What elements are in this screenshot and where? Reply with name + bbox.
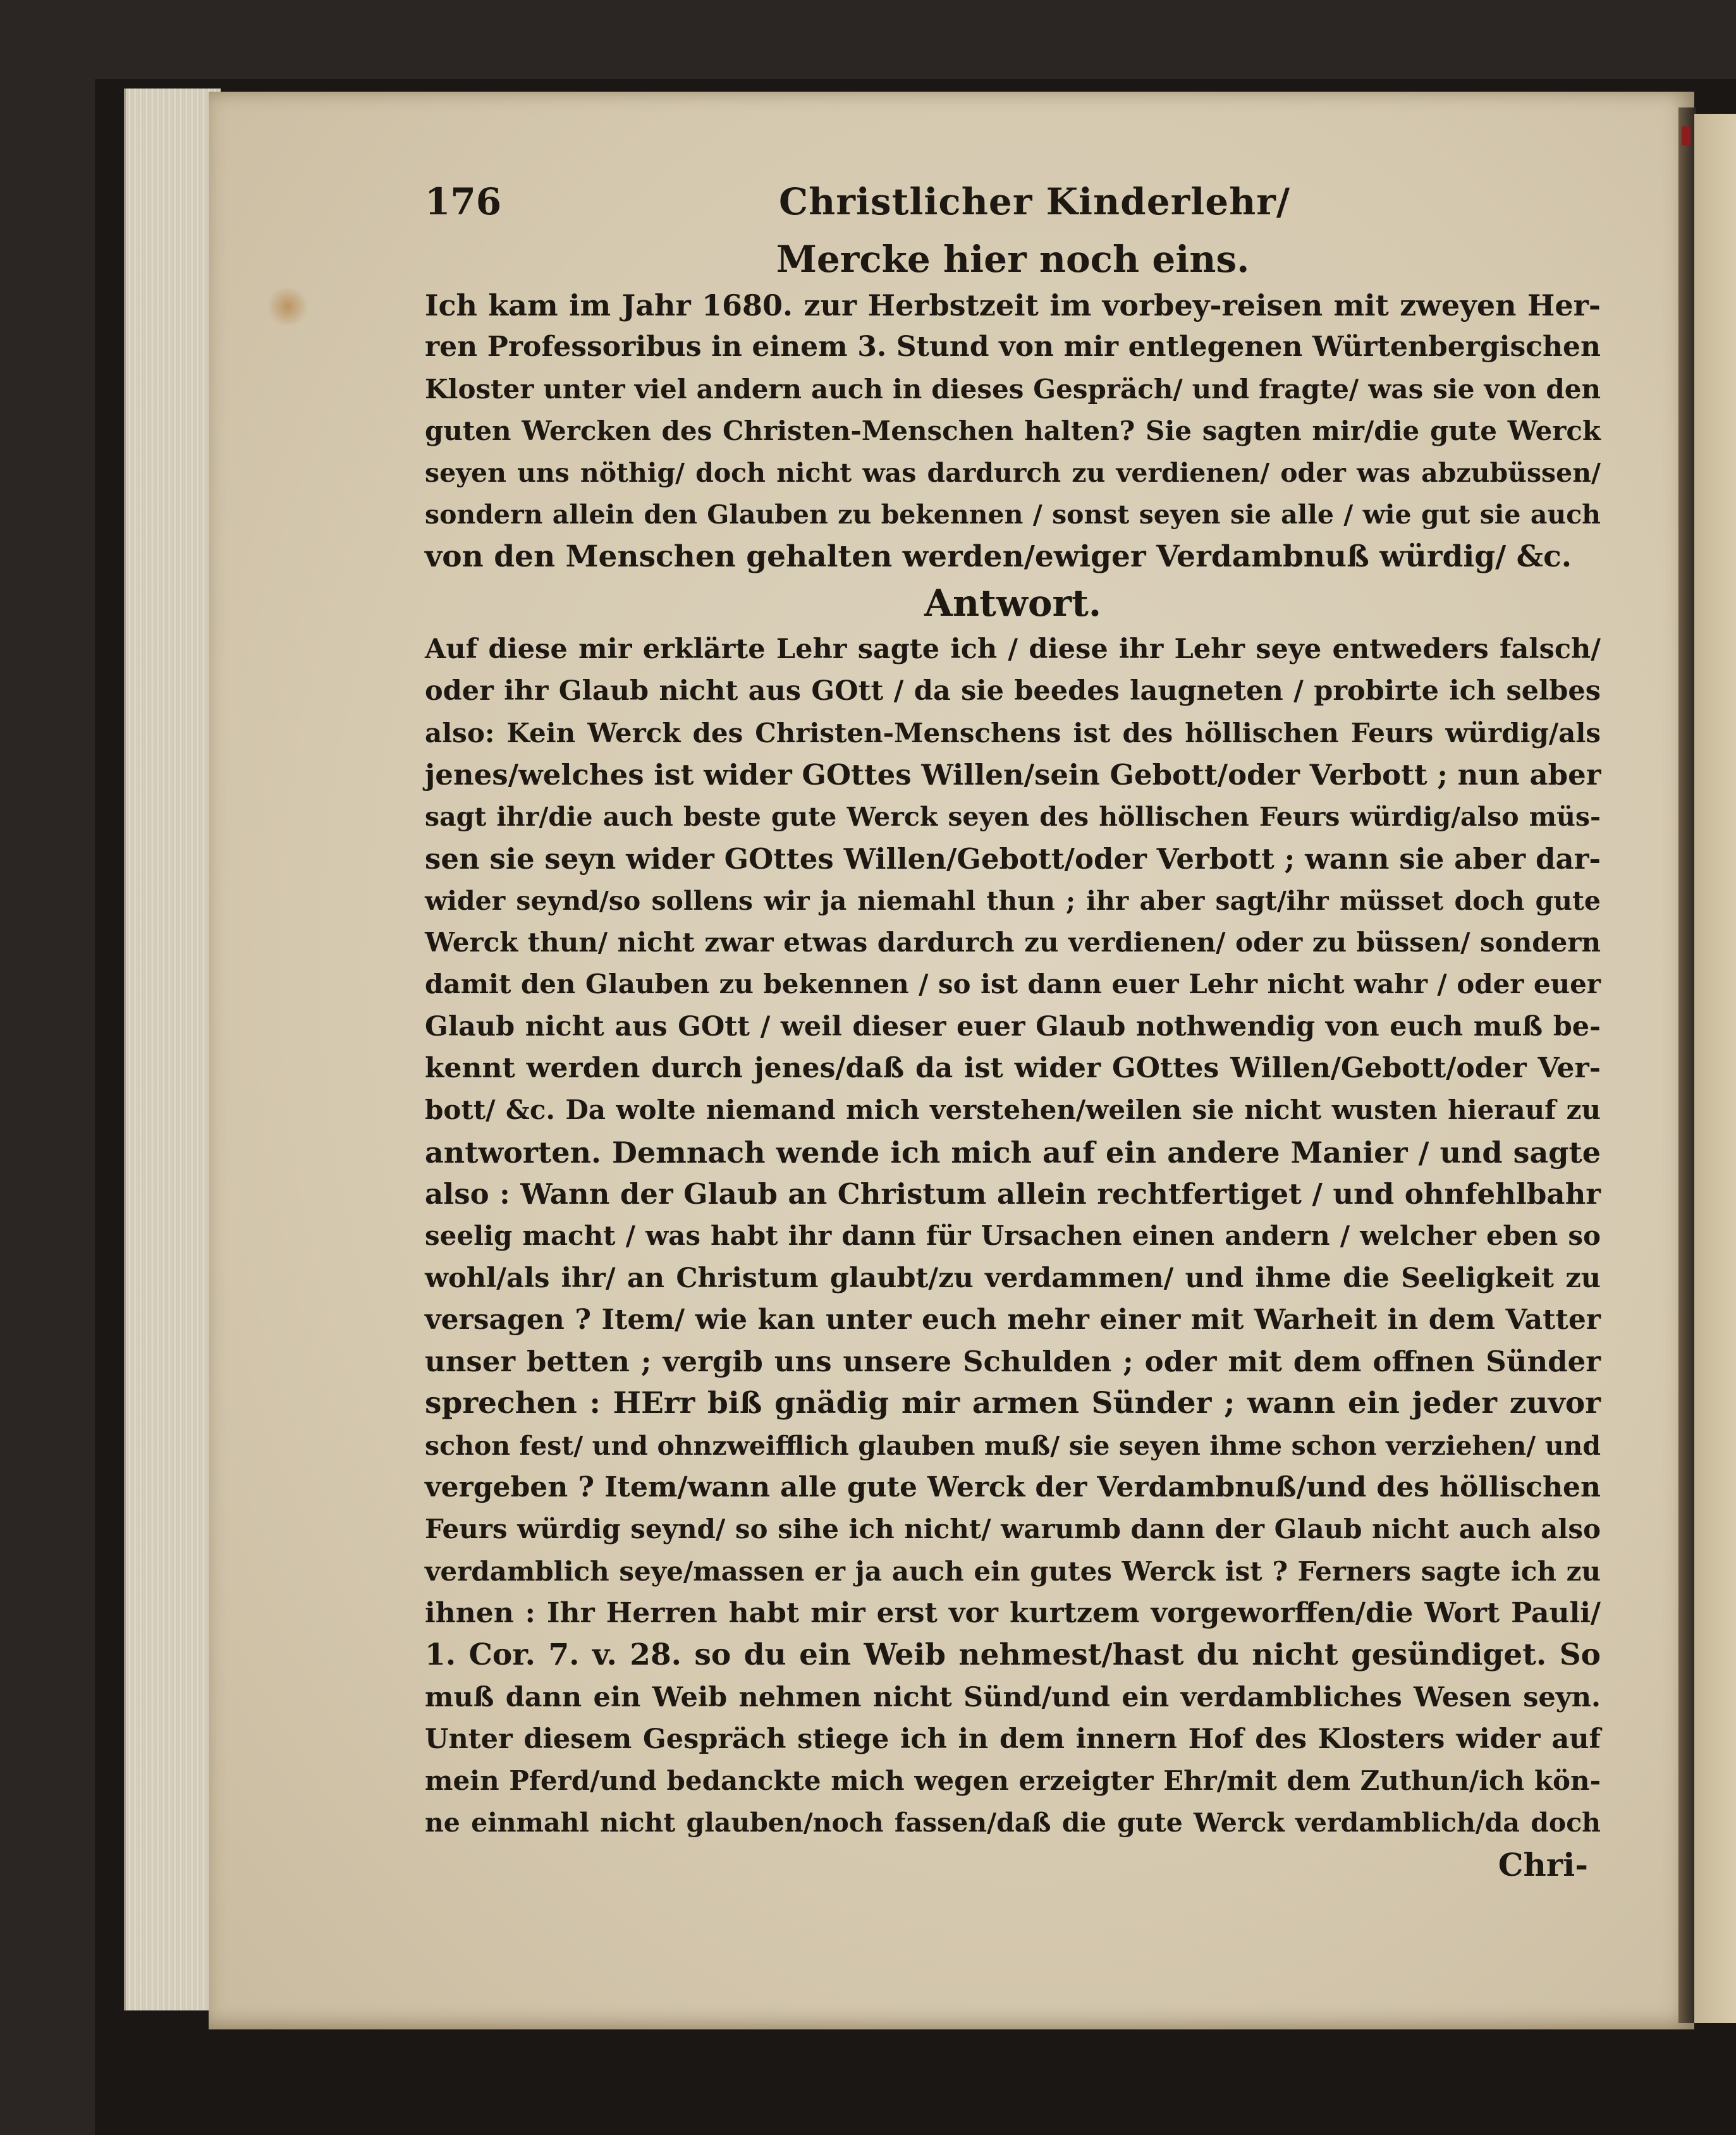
text-line: Auf diese mir erklärte Lehr sagte ich / diese ihr Lehr seye entweders falsch/ — [425, 633, 1601, 666]
text-block — [425, 168, 1601, 1886]
text-line: damit den Glauben zu bekennen / so ist dann euer Lehr nicht wahr / oder euer — [425, 969, 1601, 1000]
text-line: unser betten ; vergib uns unsere Schulden ; oder mit dem offnen Sünder — [425, 1345, 1601, 1379]
section-heading-2: Antwort. — [924, 582, 1102, 625]
text-line: jenes/welches ist wider GOttes Willen/sein Gebott/oder Verbott ; nun aber — [425, 757, 1601, 792]
text-line: 1. Cor. 7. v. 28. so du ein Weib nehmest/hast du nicht gesündiget. So — [425, 1637, 1601, 1673]
page-stain — [266, 288, 310, 326]
text-line: von den Menschen gehalten werden/ewiger Verdambnuß würdig/ &c. — [425, 539, 1572, 574]
text-line: kennt werden durch jenes/daß da ist wider GOttes Willen/Gebott/oder Ver- — [425, 1052, 1601, 1085]
text-line: Unter diesem Gespräch stiege ich in dem innern Hof des Klosters wider auf — [425, 1723, 1601, 1755]
text-line: Glaub nicht aus GOtt / weil dieser euer Glaub nothwendig von euch muß be- — [425, 1010, 1601, 1043]
text-line: wider seynd/so sollens wir ja niemahl thun ; ihr aber sagt/ihr müsset doch gute — [425, 885, 1601, 916]
text-line: sprechen : HErr biß gnädig mir armen Sünder ; wann ein jeder zuvor — [425, 1386, 1601, 1421]
text-line: ne einmahl nicht glauben/noch fassen/daß die gute Werck verdamblich/da doch — [425, 1808, 1601, 1838]
section-2-body — [425, 628, 1601, 1844]
text-line: ihnen : Ihr Herren habt mir erst vor kurtzem vorgeworffen/die Wort Pauli/ — [425, 1596, 1601, 1629]
text-line: oder ihr Glaub nicht aus GOtt / da sie beedes laugneten / probirte ich selbes — [425, 675, 1601, 707]
text-line: Werck thun/ nicht zwar etwas dardurch zu verdienen/ oder zu büssen/ sondern — [425, 927, 1601, 958]
text-line: Feurs würdig seynd/ so sihe ich nicht/ warumb dann der Glaub nicht auch also — [425, 1514, 1601, 1545]
text-line: Kloster unter viel andern auch in dieses Gespräch/ und fragte/ was sie von den — [425, 373, 1601, 405]
section-1-body — [425, 284, 1601, 578]
text-line: vergeben ? Item/wann alle gute Werck der Verdambnuß/und des höllischen — [425, 1471, 1601, 1504]
text-line: mein Pferd/und bedanckte mich wegen erzeigter Ehr/mit dem Zuthun/ich kön- — [425, 1765, 1601, 1797]
text-line: antworten. Demnach wende ich mich auf ein andere Manier / und sagte — [425, 1135, 1601, 1170]
text-line: also: Kein Werck des Christen-Menschens ist des höllischen Feurs würdig/als — [425, 717, 1601, 749]
page-edges — [124, 89, 221, 2010]
text-line: verdamblich seye/massen er ja auch ein gutes Werck ist ? Ferners sagte ich zu — [425, 1555, 1601, 1587]
catchword: Chri- — [1498, 1845, 1588, 1883]
text-line: guten Wercken des Christen-Menschen halten? Sie sagten mir/die gute Werck — [425, 415, 1601, 446]
text-line: sagt ihr/die auch beste gute Werck seyen des höllischen Feurs würdig/also müs- — [425, 802, 1601, 833]
book-gutter — [1678, 107, 1696, 2023]
text-line: sen sie seyn wider GOttes Willen/Gebott/oder Verbott ; wann sie aber dar- — [425, 841, 1601, 876]
section-heading-1: Mercke hier noch eins. — [776, 238, 1250, 281]
page-header — [425, 168, 1601, 234]
text-line: wohl/als ihr/ an Christum glaubt/zu verdammen/ und ihme die Seeligkeit zu — [425, 1262, 1601, 1294]
running-title: Christlicher Kinderlehr/ — [779, 180, 1291, 223]
text-line: Ich kam im Jahr 1680. zur Herbstzeit im vorbey-reisen mit zweyen Her- — [425, 288, 1601, 322]
facing-page-edge — [1694, 114, 1736, 2023]
page-number: 176 — [425, 180, 502, 223]
text-line: seelig macht / was habt ihr dann für Ursachen einen andern / welcher eben so — [425, 1220, 1601, 1252]
text-line: seyen uns nöthig/ doch nicht was dardurch zu verdienen/ oder was abzubüssen/ — [425, 458, 1601, 489]
text-line: bott/ &c. Da wolte niemand mich verstehen/weilen sie nicht wusten hierauf zu — [425, 1094, 1601, 1126]
text-line: schon fest/ und ohnzweifflich glauben muß/ sie seyen ihme schon verziehen/ und — [425, 1430, 1601, 1461]
text-line: sondern allein den Glauben zu bekennen / sonst seyen sie alle / wie gut sie auch — [425, 499, 1601, 530]
text-line: muß dann ein Weib nehmen nicht Sünd/und ein verdambliches Wesen seyn. — [425, 1681, 1601, 1713]
red-edge-mark — [1682, 126, 1690, 145]
text-line: ren Professoribus in einem 3. Stund von mir entlegenen Würtenbergischen — [425, 331, 1601, 364]
text-line: versagen ? Item/ wie kan unter euch mehr einer mit Warheit in dem Vatter — [425, 1303, 1601, 1336]
text-line: also : Wann der Glaub an Christum allein rechtfertiget / und ohnfehlbahr — [425, 1177, 1601, 1211]
